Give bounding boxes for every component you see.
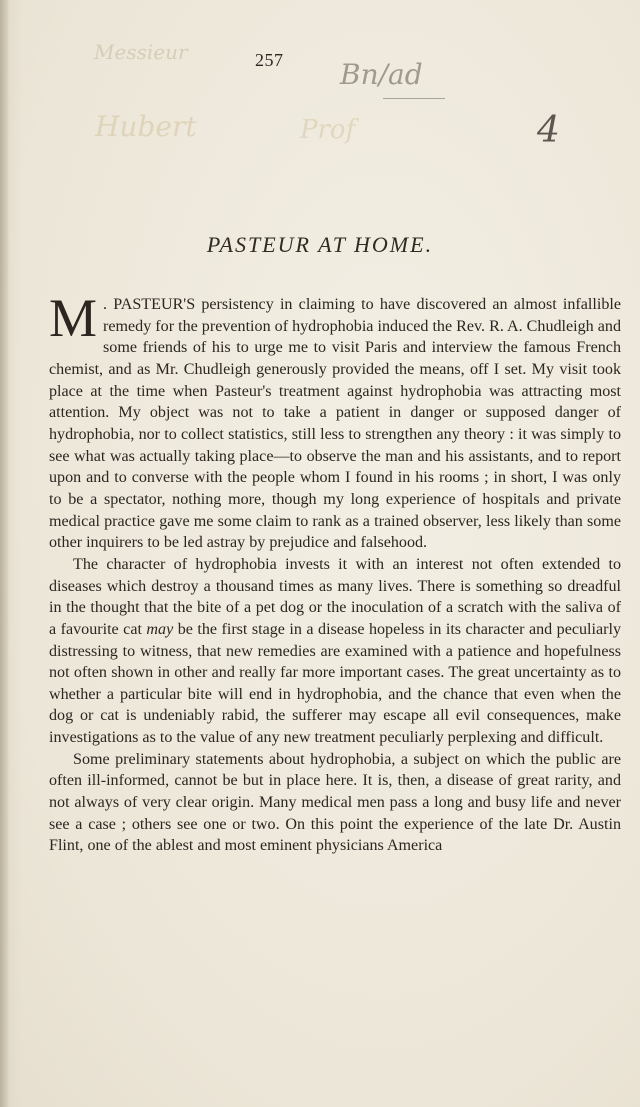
paragraph-2-text-b: be the first stage in a disease hopeless in its character and peculiarly distressing to witness, that new remedies are examined with a patience and hopefulness not often shown in other and really far more important cases. The great uncertainty as to whether a particular bite will end in hydrophobia, and the chance that even when the dog or cat is undeniably rabid, the sufferer may escape all evil consequences, make investigations as to the value of any new treatment peculiarly perplexing and difficult. bbox=[49, 620, 621, 747]
paragraph-1 bbox=[49, 288, 621, 554]
binding-edge bbox=[0, 0, 8, 1107]
paragraph-2-emphasis: may bbox=[146, 620, 174, 638]
handwritten-signature: Bn/ad bbox=[340, 58, 423, 91]
handwritten-folio-number: 4 bbox=[537, 110, 560, 151]
body-text bbox=[49, 288, 621, 857]
paragraph-3-text: Some preliminary statements about hydrophobia, a subject on which the public are often ill-informed, cannot be but in place here. It is, then, a disease of great rarity, and not always of very clear origin. Many medical men pass a long and busy life and never see a case ; others see one or two. On this point the experience of the late Dr. Austin Flint, one of the ablest and most eminent physicians America bbox=[49, 750, 621, 855]
drop-cap: M bbox=[49, 288, 98, 348]
page-number: 257 bbox=[255, 50, 284, 70]
faint-handwriting-left: Hubert bbox=[95, 110, 197, 143]
chapter-title: PASTEUR AT HOME. bbox=[206, 232, 434, 257]
signature-underline bbox=[383, 98, 445, 99]
faint-handwriting-top: Messieur bbox=[94, 40, 188, 64]
paragraph-2-text-a: The character of hydrophobia invests it with an interest not often extended to diseases which destroy a thousand times as many lives. There is something so dreadful in the thought that the bite of a pet dog or the inoculation of a scratch with the saliva of a favourite cat bbox=[49, 555, 621, 638]
paragraph-2 bbox=[49, 554, 621, 749]
faint-handwriting-right: Prof bbox=[300, 115, 356, 145]
paragraph-1-text: . PASTEUR'S persistency in claiming to have discovered an almost infallible remedy for the prevention of hydrophobia induced the Rev. R. A. Chudleigh and some friends of his to urge me to visit Paris and interview the famous French chemist, and as Mr. Chudleigh generously provided the means, off I set. My visit took place at the time when Pasteur's treatment against hydrophobia was attracting most attention. My object was not to take a patient in danger or supposed danger of hydrophobia, nor to collect statistics, still less to strengthen any theory : it was simply to see what was actually taking place—to observe the man and his assistants, and to report upon and to converse with the people whom I found in his rooms ; in short, I was only to be a spectator, nothing more, though my long experience of hospitals and private medical practice gave me some claim to rank as a trained observer, less likely than some other inquirers to be led astray by prejudice and falsehood. bbox=[49, 296, 621, 552]
paragraph-3 bbox=[49, 749, 621, 857]
